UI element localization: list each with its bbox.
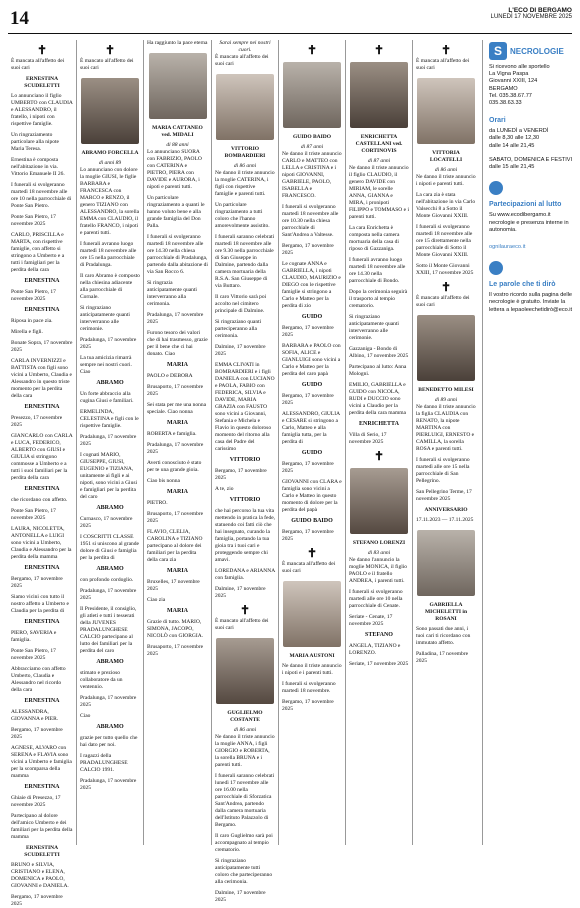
- obituary-text: Ne danno il triste annuncio la moglie ANNA, i figli GIORGIO e ROBERTA, la sorella BRUNA e i parenti tutti.: [215, 734, 275, 768]
- obituary-text: ALESSANDRA, GIOVANNA e PIER.: [11, 709, 59, 722]
- obituary-text: Bergamo, 17 novembre 2025: [215, 468, 267, 481]
- deceased-name: ERNESTINA: [24, 486, 60, 492]
- participation-icon: [489, 181, 503, 195]
- obituary-text: di 86 anni: [434, 167, 458, 173]
- obituary-text: Ghiaie di Presezzo, 17 novembre 2025: [11, 795, 61, 808]
- column-1: [8, 40, 76, 907]
- obituary-text: Sotto il Monte Giovanni XXIII, 17 novembre 2025: [416, 263, 474, 276]
- obituary-text: Bonate Sopra, 17 novembre 2025: [11, 340, 73, 353]
- obituary-text: Ne danno il triste annuncio CARLO e MATTEO con LELLA e CRISTINA e i nipoti GIOVANNI, GABRIELE, PAOLO, ISABELLA e FRANCESCO.: [282, 151, 342, 199]
- obituary-text: LOREDANA e ARIANNA con famiglia.: [215, 568, 275, 581]
- obituary-text: Ponte San Pietro, 17 novembre 2025: [11, 508, 56, 521]
- obituary-text: ALESSANDRO, GIULIA e CESARE si stringono a Carlo, Matteo e alla famiglia tutta, per la perdita di: [282, 411, 340, 445]
- obituary-text: EMMA CLIVATI in BOMBARDIERI e i figli DANIELA con LUCIANO e PAOLA, FABIO con FEDERICA, SILVIA e DAVIDE, MARIA GRAZIA con FAUSTO sono vicini a Giovanni, Stefania e Michela e Flavio in questo doloroso momento del ritorno alla casa del Padre del carissimo: [215, 362, 275, 452]
- obituary-text: Brusaporto, 17 novembre 2025: [147, 384, 204, 397]
- obituary-text: I funerali si svolgeranno martedì alle ore 15 nella parrocchiale di San Pellegrino.: [416, 457, 470, 484]
- obituary-text: Pradalunga, 17 novembre 2025: [80, 434, 137, 447]
- portrait-photo: [216, 74, 274, 140]
- obituary-text: LAURA, NICOLETTA, ANTONELLA e LUIGI sono vicini a Umberto, Claudia e Alessandro per la perdita della mamma: [11, 526, 72, 560]
- obituary-text: Seriate, 17 novembre 2025: [349, 661, 409, 667]
- obituary-text: che hai percorso la tua vita mettendo in pratica la fede, statuendo coi fatti ciò che hai insegnato, curando la famiglia, portando la tua gioia tra i tuoi cari e proteggendo sempre chi amavi.: [215, 508, 276, 563]
- obituary-text: I funerali si svolgeranno martedì 18 novembre alle ore 14.30 nella chiesa parrocchiale di Pradalunga, partendo dalla abitazione di via San Rocco 6.: [147, 234, 208, 275]
- deceased-name: ENRICHETTA CASTELLANI ved. CORTINOVIS: [355, 134, 403, 154]
- obituary-text: di 88 anni: [166, 142, 189, 148]
- obituary-text: Ponte San Pietro, 17 novembre 2025: [11, 289, 56, 302]
- cross-icon: ✝: [306, 43, 318, 57]
- cross-icon: ✝: [104, 43, 116, 57]
- obituary-text: Le cognate ANNA e GABRIELLA, i nipoti CLAUDIO, MAURIZIO e DIEGO con le rispettive famiglie si stringono a Carlo e Matteo per la perdita di zio: [282, 261, 341, 309]
- obituary-text: Averti conosciuto è stato per te una grande gioia.: [147, 460, 202, 473]
- obituary-text: Bergamo, 17 novembre 2025: [11, 727, 63, 740]
- column-6: [345, 40, 412, 845]
- deceased-name: MARIA CATTANEO ved. MIDALI: [152, 125, 203, 138]
- deceased-name: VITTORIO BOMBARDIERI: [224, 146, 266, 159]
- obituary-text: ERMELINDA, CELESTINA e figli con le rispettive famiglie.: [80, 409, 139, 429]
- obituary-text: di 86 anni: [233, 727, 257, 733]
- obituary-text: Si ringraziano anticipatamente tutti coloro che parteciperanno alla cerimonia.: [215, 858, 273, 885]
- obituary-text: Palladina, 17 novembre 2025: [416, 651, 469, 664]
- obituary-text: Si ringrazia anticipatamente quanti interverranno alla cerimonia.: [147, 280, 197, 307]
- deceased-name: VITTORIO: [229, 457, 261, 463]
- obituary-text: grazie per tutto quello che hai dato per noi.: [80, 735, 138, 748]
- email-link[interactable]: ognilauraeco.it: [489, 244, 526, 251]
- obituary-text: EMILIO, GABRIELLA e GUIDO con NICOLA, RUDI e DUCCIO sono vicini a Claudio per la perdita della cara mamma: [349, 382, 406, 416]
- obituary-text: Ciao zia: [147, 597, 166, 603]
- deceased-name: MARIA AUSTONI: [289, 653, 335, 659]
- obituary-text: Ha raggiunto la pace eterna: [147, 40, 208, 46]
- portrait-photo: [216, 638, 274, 704]
- obituary-text: Ernestina è composta nell'abitazione in via. Vittorio Emanuele II 26.: [11, 157, 65, 177]
- obituary-text: FLAVIO, CLELIA, CAROLINA e TIZIANO partecipano al dolore dei familiari per la perdita della cara zia: [147, 529, 203, 563]
- deceased-name: GUIDO: [301, 314, 323, 320]
- deceased-name: ERNESTINA: [24, 565, 60, 571]
- necrologie-logo: [489, 42, 576, 60]
- obituary-text: di 87 anni: [367, 158, 391, 164]
- obituary-text: PIETRO.: [147, 500, 168, 506]
- obituary-text: È mancata all'affetto dei suoi cari: [11, 58, 65, 71]
- portrait-photo: [417, 530, 475, 596]
- obituary-text: che ricordano con affetto.: [11, 497, 68, 503]
- deceased-name: VITTORIA LOCATELLI: [429, 150, 463, 163]
- obituary-text: I funerali saranno celebrati martedì 18 novembre alle ore 9.30 nella parrocchiale di San Giuseppe in Dalmine, partendo dalla camera mortuaria della R.S.A. San Giuseppe di via Buttaro.: [215, 234, 275, 289]
- portrait-photo: [149, 53, 207, 119]
- obituary-text: È mancato all'affetto dei suoi cari: [416, 295, 470, 308]
- obituary-text: Sono passati due anni, i tuoi cari ti ricordano con immutato affetto.: [416, 626, 471, 646]
- column-7: [412, 40, 479, 845]
- deceased-name: ABRAMO: [96, 724, 124, 730]
- obituary-text: di 86 anni: [233, 163, 257, 169]
- obituary-text: Brusaporto, 17 novembre 2025: [147, 511, 204, 524]
- column-3: [143, 40, 211, 845]
- obituary-text: È mancato all'affetto dei suoi cari: [215, 54, 269, 67]
- cross-icon: ✝: [440, 280, 452, 294]
- column-4: [211, 40, 278, 903]
- obituary-text: Brusaporto, 17 novembre 2025: [147, 644, 204, 657]
- obituary-text: I funerali si svolgeranno martedì 18 novembre.: [282, 681, 336, 694]
- obituary-text: Ne danno il triste annuncio i nipoti e parenti tutti.: [416, 174, 476, 187]
- office-info: Si ricevono alle sportello La Vigna Paspa Giovanni XXIII, 124 BERGAMO Tel. 035.38.67.77 035.38.63.33: [489, 64, 550, 107]
- obituary-text: Abbracciamo con affetto Umberto, Claudia e Alessandro nel ricordo della cara: [11, 666, 66, 693]
- deceased-name: ERNESTINA: [24, 784, 60, 790]
- obituary-text: Seriate - Cenate, 17 novembre 2025: [349, 614, 393, 627]
- hours-title: Orari: [489, 117, 506, 125]
- obituary-text: Ne danno il triste annuncio la figlia CLAUDIA con RENATO, la nipote MARTINA con PIERLUIGI, ERNESTO e CAMILLA, la sorella ROSA e parenti tutti.: [416, 404, 476, 452]
- obituary-columns: [8, 40, 479, 907]
- obituary-text: I funerali avranno luogo martedì 18 novembre alle ore 15 nella parrocchiale di Pradalunga.: [80, 241, 137, 268]
- deceased-name: GUIDO: [301, 382, 323, 388]
- obituary-text: di anni 89: [98, 160, 122, 166]
- cross-icon: ✝: [440, 43, 452, 57]
- deceased-name: STEFANO LORENZI: [352, 540, 406, 546]
- participation-text: Su www.ecodibergamo.it necrologie e presenza interne in autonomia.: [489, 212, 569, 233]
- obituary-text: Bruxelles, 17 novembre 2025: [147, 579, 200, 592]
- obituary-text: Dalmine, 17 novembre 2025: [215, 344, 266, 357]
- obituary-text: GIOVANNI con CLARA e famiglia sono vicini a Carlo e Matteo in questo momento di dolore per la perdita del papà: [282, 479, 342, 513]
- obituary-text: Lo annunciano SUORA con FABRIZIO, PAOLO con CATERINA e PIETRO, PIERA con DAVIDE e AURORA, i nipoti e parenti tutti.: [147, 149, 202, 190]
- cross-icon: ✝: [36, 43, 48, 57]
- deceased-name: VITTORIO: [229, 497, 261, 503]
- deceased-name: MARIA: [167, 489, 188, 495]
- obituary-text: Un forte abbraccio alla cugina Giusi e familiari.: [80, 391, 134, 404]
- obituary-text: Pradalunga, 17 novembre 2025: [147, 312, 204, 325]
- obituary-text: I ragazzi della PRADALUNGHESE CALCIO 1991.: [80, 753, 128, 773]
- obituary-text: Si ringraziano anticipatamente quanti interverranno alle cerimonie.: [349, 314, 399, 341]
- portrait-photo: [283, 581, 341, 647]
- obituary-text: Furono tesoro dei valori che di hai trasmesso, grazie per il bene che ci hai donato. Ciao: [147, 330, 208, 357]
- deceased-name: ABRAMO: [96, 380, 124, 386]
- obituary-text: Bergamo, 17 novembre 2025: [11, 894, 63, 907]
- deceased-name: ANNIVERSARIO: [424, 507, 468, 513]
- obituary-text: Il caro Vittorio sarà poi accolto nel cimitero principale di Dalmine.: [215, 294, 267, 314]
- deceased-name: GUIDO: [301, 450, 323, 456]
- obituary-text: Bergamo, 17 novembre 2025: [282, 393, 334, 406]
- obituary-text: Gazzaniga - Bondo di Albino, 17 novembre 2025: [349, 346, 409, 359]
- parole-text: Il vostro ricordo sulla pagina delle necrologie è gratuito. Inviate la lettera a lepaoleechetidirò@eco.it: [489, 292, 573, 313]
- obituary-text: ROBERTA e famiglia.: [147, 431, 197, 437]
- deceased-name: ABRAMO FORCELLA: [81, 150, 139, 156]
- newspaper-masthead: [491, 7, 572, 20]
- cross-icon: ✝: [306, 546, 318, 560]
- obituary-text: Pradalunga, 17 novembre 2025: [80, 778, 137, 791]
- obituary-text: Ponte San Pietro, 17 novembre 2025: [11, 214, 56, 227]
- obituary-text: BRUNO e SILVIA, CRISTIANO e ELENA, DOMENICA e PAOLO, GIOVANNI e DANIELA.: [11, 862, 69, 889]
- obituary-text: Pradalunga, 17 novembre 2025: [80, 588, 137, 601]
- obituary-text: I funerali si svolgeranno martedì alle ore 10 nella parrocchiale di Cenate.: [349, 589, 403, 609]
- deceased-name: GUIDO BAIDO: [291, 518, 333, 524]
- deceased-name: ERNESTINA SCUDELETTI: [24, 76, 60, 89]
- obituary-text: Ne danno l'annuncio la moglie MONICA, il figlio PAOLO e il fratello ANDREA, i parenti tutti.: [349, 557, 408, 584]
- obituary-text: Ne danno il triste annuncio la moglie CATERINA, i figli con rispettive famiglie e parenti tutti.: [215, 170, 275, 197]
- obituary-text: Sarai sempre nei nostri cuori.: [219, 40, 271, 53]
- obituary-text: ANGELA, TIZIANO e LORENZO.: [349, 643, 401, 656]
- deceased-name: ERNESTINA: [24, 278, 60, 284]
- obituary-text: Lo annunciano con dolore la moglie GIUSI, le figlie BARBARA e FRANCESCA con MARCO e RENZO, il genero TIZIANO con ALESSANDRO, la sorella EMMA con CLAUDIO, il fratello FRANCO, i nipoti e parenti tutti.: [80, 167, 140, 236]
- page-header: [8, 4, 572, 34]
- obituary-text: I funerali si svolgeranno martedì 18 novembre alle ore 10 nella parrocchiale di Ponte San Pietro.: [11, 182, 72, 209]
- obituary-text: Bergamo, 17 novembre 2025: [282, 699, 334, 712]
- obituary-text: Il caro Guglielmo sarà poi accompagnato al tempio crematorio.: [215, 833, 273, 853]
- deceased-name: BENEDETTO MILESI: [418, 387, 474, 393]
- deceased-name: ERNESTINA: [24, 619, 60, 625]
- obituary-text: BARBARA e PAOLO con SOFIA, ALICE e GIANLUIGI sono vicini a Carlo e Matteo per la perdita del caro papà: [282, 343, 341, 377]
- obituary-text: 17.11.2023 — 17.11.2025: [416, 517, 474, 523]
- participation-title: Partecipazioni al lutto: [489, 201, 562, 209]
- deceased-name: MARIA: [167, 362, 188, 368]
- obituary-text: Dopo la cerimonia seguirà il trasporto al tempio crematorio.: [349, 289, 408, 309]
- obituary-text: Il caro Abramo è composto nella chiesina adiacente alla parrocchiale di Cornale.: [80, 273, 140, 300]
- deceased-name: ERNESTINA: [24, 307, 60, 313]
- obituary-text: Ciao bis nonna: [147, 478, 180, 484]
- newspaper-name: L'ECO DI BERGAMO: [508, 7, 572, 14]
- obituary-text: PIERO, SAVERIA e famiglia.: [11, 630, 57, 643]
- deceased-name: STEFANO: [365, 632, 393, 638]
- deceased-name: ABRAMO: [96, 566, 124, 572]
- obituary-text: La tua amicizia rimarrà sempre nei nostri cuori. Ciao: [80, 355, 132, 375]
- portrait-photo: [81, 78, 139, 144]
- obituary-text: Un particolare ringraziamento a tutti coloro che l'hanno amorevolmente assistito.: [215, 202, 270, 229]
- obituary-text: Ponte San Pietro, 17 novembre 2025: [11, 648, 56, 661]
- obituary-text: Partecipano al lutto: Anna Mologni.: [349, 364, 407, 377]
- portrait-photo: [417, 78, 475, 144]
- obituary-text: Pradalunga, 17 novembre 2025: [80, 695, 137, 708]
- obituary-text: AGNESE, ALVARO con SERENA e FLAVIA sono vicini a Umberto e famiglia per la scomparsa della mamma: [11, 745, 72, 779]
- obituary-text: Siamo vicini con tutto il nostro affetto a Umberto e Claudia per la perdita di: [11, 594, 69, 614]
- obituary-text: GIANCARLO con CARLA e LUCA, FEDERICO, ALBERTO con GIUSI e GIULIA si stringono commosse a Umberto e a tutti i suoi familiari per la perdita della cara: [11, 433, 73, 481]
- obituary-text: Bergamo, 17 novembre 2025: [282, 325, 334, 338]
- obituary-text: Bergamo, 17 novembre 2025: [282, 461, 334, 474]
- obituary-text: Si ringraziano anticipatamente quanti interverranno alle cerimonie.: [80, 305, 130, 332]
- cross-icon: ✝: [239, 603, 251, 617]
- deceased-name: ABRAMO: [96, 505, 124, 511]
- logo-icon: S: [489, 42, 507, 60]
- obituary-text: di 89 anni: [434, 397, 458, 403]
- obituary-text: I funerali saranno celebrati lunedì 17 novembre alle ore 16.00 nella parrocchiale di Sforzatica Sant'Andrea, partendo dalla camera mortuaria dell'Istituto Palazzolo di Bergamo.: [215, 773, 275, 828]
- obituary-text: La cara Enrichetta è composta nella camera mortuaria della casa di riposo di Gazzaniga.: [349, 225, 400, 252]
- sidebar-info: [482, 40, 576, 845]
- obituary-text: Presezzo, 17 novembre 2025: [11, 415, 63, 428]
- obituary-text: Un ringraziamento particolare alla nipote Maria Teresa.: [11, 132, 59, 152]
- column-2: [76, 40, 143, 845]
- obituary-text: PAOLO e DEBORA: [147, 373, 193, 379]
- obituary-text: Ciao: [80, 713, 91, 719]
- obituary-text: di 87 anni: [300, 144, 324, 150]
- portrait-photo: [350, 468, 408, 534]
- obituary-text: È mancata all'affetto dei suoi cari: [416, 58, 470, 71]
- obituary-text: Un particolare ringraziamento a quanti le hanno voluto bene e alla grande famiglia del Don Palla.: [147, 195, 205, 229]
- obituary-text: Ne danno il triste annuncio il figlio CLAUDIO, il genero DAVIDE con MIRIAM, le sorelle ANNA, GIANNA e MIRA, i pronipoti FILIPPO e TOMMASO e i parenti tutti.: [349, 165, 409, 220]
- obituary-text: Bergamo, 17 novembre 2025: [282, 243, 334, 256]
- cross-icon: ✝: [373, 449, 385, 463]
- obituary-text: Dalmine, 17 novembre 2025: [215, 586, 266, 599]
- deceased-name: GUGLIELMO COSTANTE: [227, 710, 263, 723]
- cross-icon: ✝: [373, 43, 385, 57]
- page-number: 14: [10, 8, 29, 29]
- deceased-name: ENRICHETTA: [359, 421, 399, 427]
- obituary-text: I cognati MARIO, GIUSEPPE, GIUSI, EUGENIO e TIZIANA, unitamente ai figli e ai nipoti, sono vicini a Giusi e famigliari per la perdita del caro: [80, 452, 137, 500]
- obituary-text: Sei stata per me una nonna speciale. Ciao nonna: [147, 402, 207, 415]
- logo-text: NECROLOGIE: [510, 46, 564, 56]
- obituary-text: I funerali si svolgeranno martedì 18 novembre alle ore 10.30 nella chiesa parrocchiale di Sant'Andrea a Valtesse.: [282, 204, 339, 238]
- deceased-name: ERNESTINA: [24, 404, 60, 410]
- quote-icon: [489, 261, 503, 275]
- deceased-name: MARIA: [167, 420, 188, 426]
- portrait-photo: [417, 315, 475, 381]
- obituary-text: CARLA INVERNIZZI e BATTISTA con figli sono vicini a Umberto, Claudia e Alessandro in questo triste momento per la perdita della cara: [11, 358, 72, 399]
- obituary-text: Il Presidente, il consiglio, gli atleti e tutti i tesserati della JUVENES PRADALUNGHESE CALCIO partecipano al lutto dei familiari per la perdita del caro: [80, 606, 137, 654]
- obituary-text: Pradalunga, 17 novembre 2025: [80, 337, 137, 350]
- column-5: [278, 40, 345, 845]
- obituary-text: Grazie di tutto. MARIO, SIMONA, JACOPO, NICOLÒ con GIORGIA.: [147, 619, 204, 639]
- deceased-name: MARIA: [167, 568, 188, 574]
- obituary-text: Villa di Serio, 17 novembre 2025: [349, 432, 387, 445]
- obituary-text: I funerali avranno luogo martedì 18 novembre alle ore 14.30 nella parrocchiale di Bondo.: [349, 257, 406, 284]
- parole-title: Le parole che ti dirò: [489, 281, 556, 289]
- obituary-text: San Pellegrino Terme, 17 novembre 2025: [416, 489, 472, 502]
- obituary-text: Dalmine, 17 novembre 2025: [215, 890, 266, 903]
- portrait-photo: [350, 62, 408, 128]
- obituary-text: Riposa in pace zia.: [11, 318, 53, 324]
- obituary-text: A te, zio: [215, 486, 234, 492]
- deceased-name: ABRAMO: [96, 659, 124, 665]
- obituary-text: Mirella e figli.: [11, 329, 43, 335]
- obituary-text: Ne danno il triste annuncio i nipoti e i parenti tutti.: [282, 663, 342, 676]
- deceased-name: GUIDO BAIDO: [292, 134, 332, 140]
- hours-info: da LUNEDÌ a VENERDÌ dalle 8,30 alle 12,30 dalle 14 alle 21,45 SABATO, DOMENICA E FESTIVI dalle 15 alle 21,45: [489, 128, 573, 171]
- obituary-text: CARLO, PRISCILLA e MARTA, con rispettive famiglie, con affetto si stringono a Umberto e a tutti i famigliari per la perdita della cara: [11, 232, 65, 273]
- deceased-name: ERNESTINA SCUDELETTI: [24, 845, 60, 858]
- obituary-text: È mancata all'affetto dei suoi cari: [282, 561, 336, 574]
- obituary-text: È mancato all'affetto dei suoi cari: [215, 618, 269, 631]
- deceased-name: MARIA: [167, 608, 188, 614]
- obituary-text: Bergamo, 17 novembre 2025: [11, 576, 63, 589]
- obituary-text: Bergamo, 17 novembre 2025: [282, 529, 334, 542]
- obituary-text: Lo annunciano il figlio UMBERTO con CLAUDIA e ALESSANDRO, il fratello, i nipoti con rispettive famiglie.: [11, 93, 73, 127]
- obituary-text: I COSCRITTI CLASSE 1951 si uniscono al grande dolore di Giusi e famiglia per la perdita di: [80, 534, 139, 561]
- obituary-text: Partecipano al dolore dell'amico Umberto e dei familiari per la perdita della mamma: [11, 813, 73, 840]
- obituary-text: Curnasco, 17 novembre 2025: [80, 516, 133, 529]
- deceased-name: GABRIELLA MICHELETTI in ROSANI: [424, 602, 468, 622]
- obituary-text: È mancato all'affetto dei suoi cari: [80, 58, 134, 71]
- obituary-text: Pradalunga, 17 novembre 2025: [147, 442, 204, 455]
- obituary-text: La cara zia è stata nell'abitazione in via Carlo Valsecchi 8 a Sotto il Monte Giovanni XXIII.: [416, 192, 476, 219]
- portrait-photo: [283, 62, 341, 128]
- obituary-text: Si ringraziano quanti parteciperanno alla cerimonia.: [215, 319, 262, 339]
- obituary-text: stimato e prezioso collaboratore da un ventennio.: [80, 670, 123, 690]
- obituary-text: I funerali si svolgeranno martedì 18 novembre alle ore 15 direttamente nella parrocchiale di Sotto il Monte Giovanni XXIII.: [416, 224, 473, 258]
- obituary-text: con profondo cordoglio.: [80, 577, 134, 583]
- deceased-name: ERNESTINA: [24, 698, 60, 704]
- issue-date: LUNEDÌ 17 NOVEMBRE 2025: [490, 14, 572, 20]
- obituary-text: di 83 anni: [367, 550, 391, 556]
